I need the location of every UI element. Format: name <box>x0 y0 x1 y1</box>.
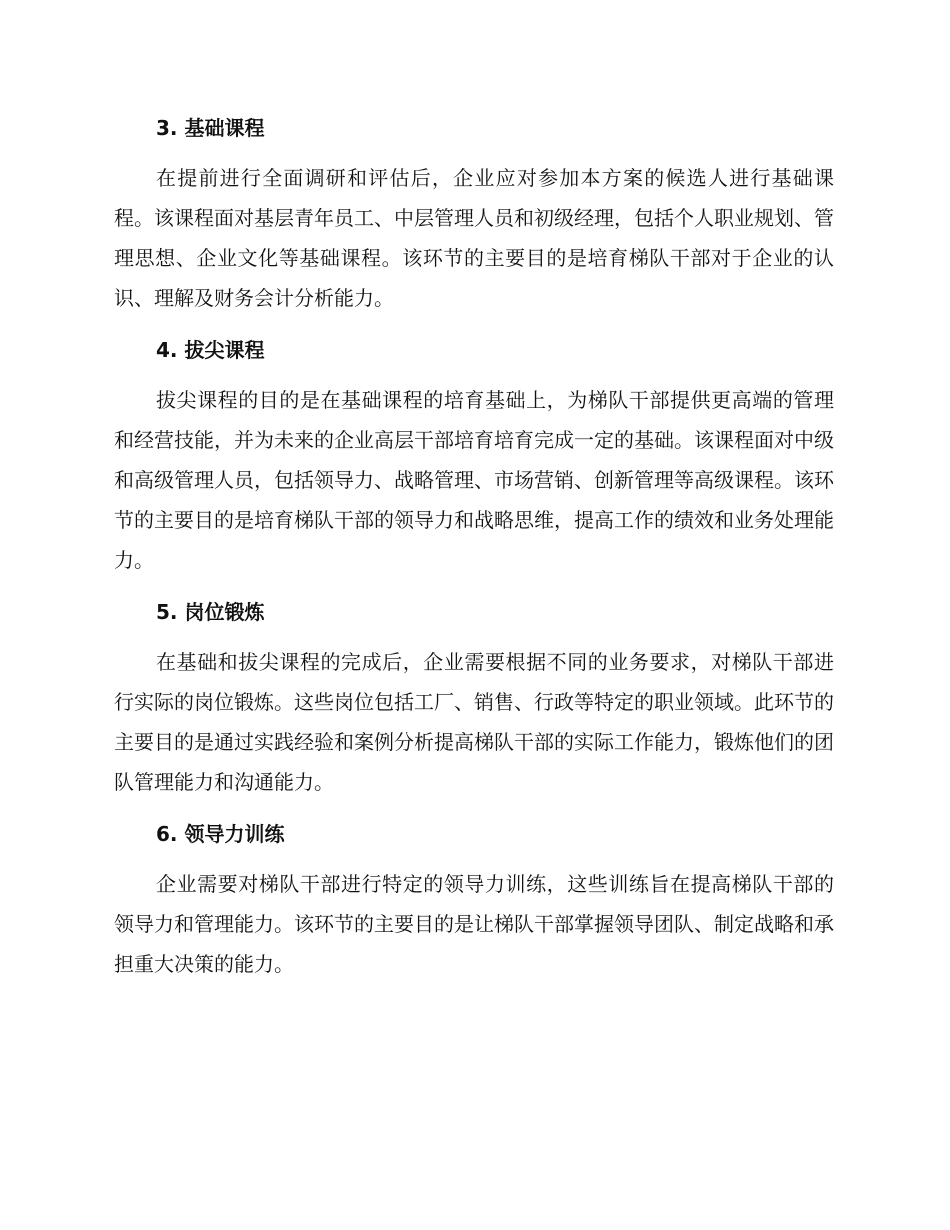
section-heading: 5. 岗位锻炼 <box>156 600 265 624</box>
section-paragraph: 在提前进行全面调研和评估后，企业应对参加本方案的候选人进行基础课程。该课程面对基层青年员工、中层管理人员和初级经理，包括个人职业规划、管理思想、企业文化等基础课程。该环节的主要目的是培育梯队干部对于企业的认识、理解及财务会计分析能力。 <box>114 166 834 310</box>
section-paragraph: 企业需要对梯队干部进行特定的领导力训练，这些训练旨在提高梯队干部的领导力和管理能力。该环节的主要目的是让梯队干部掌握领导团队、制定战略和承担重大决策的能力。 <box>114 872 834 976</box>
section-advanced-courses <box>114 334 834 580</box>
section-paragraph: 在基础和拔尖课程的完成后，企业需要根据不同的业务要求，对梯队干部进行实际的岗位锻炼。这些岗位包括工厂、销售、行政等特定的职业领域。此环节的主要目的是通过实践经验和案例分析提高梯队干部的实际工作能力，锻炼他们的团队管理能力和沟通能力。 <box>114 650 834 794</box>
section-heading: 4. 拔尖课程 <box>156 338 265 362</box>
section-leadership-training <box>114 818 834 984</box>
section-heading: 3. 基础课程 <box>156 116 265 140</box>
document-body <box>114 112 834 1000</box>
section-job-training <box>114 596 834 802</box>
section-heading: 6. 领导力训练 <box>156 822 285 846</box>
section-paragraph: 拔尖课程的目的是在基础课程的培育基础上，为梯队干部提供更高端的管理和经营技能，并为未来的企业高层干部培育培育完成一定的基础。该课程面对中级和高级管理人员，包括领导力、战略管理、市场营销、创新管理等高级课程。该环节的主要目的是培育梯队干部的领导力和战略思维，提高工作的绩效和业务处理能力。 <box>114 388 834 572</box>
section-basic-courses <box>114 112 834 318</box>
